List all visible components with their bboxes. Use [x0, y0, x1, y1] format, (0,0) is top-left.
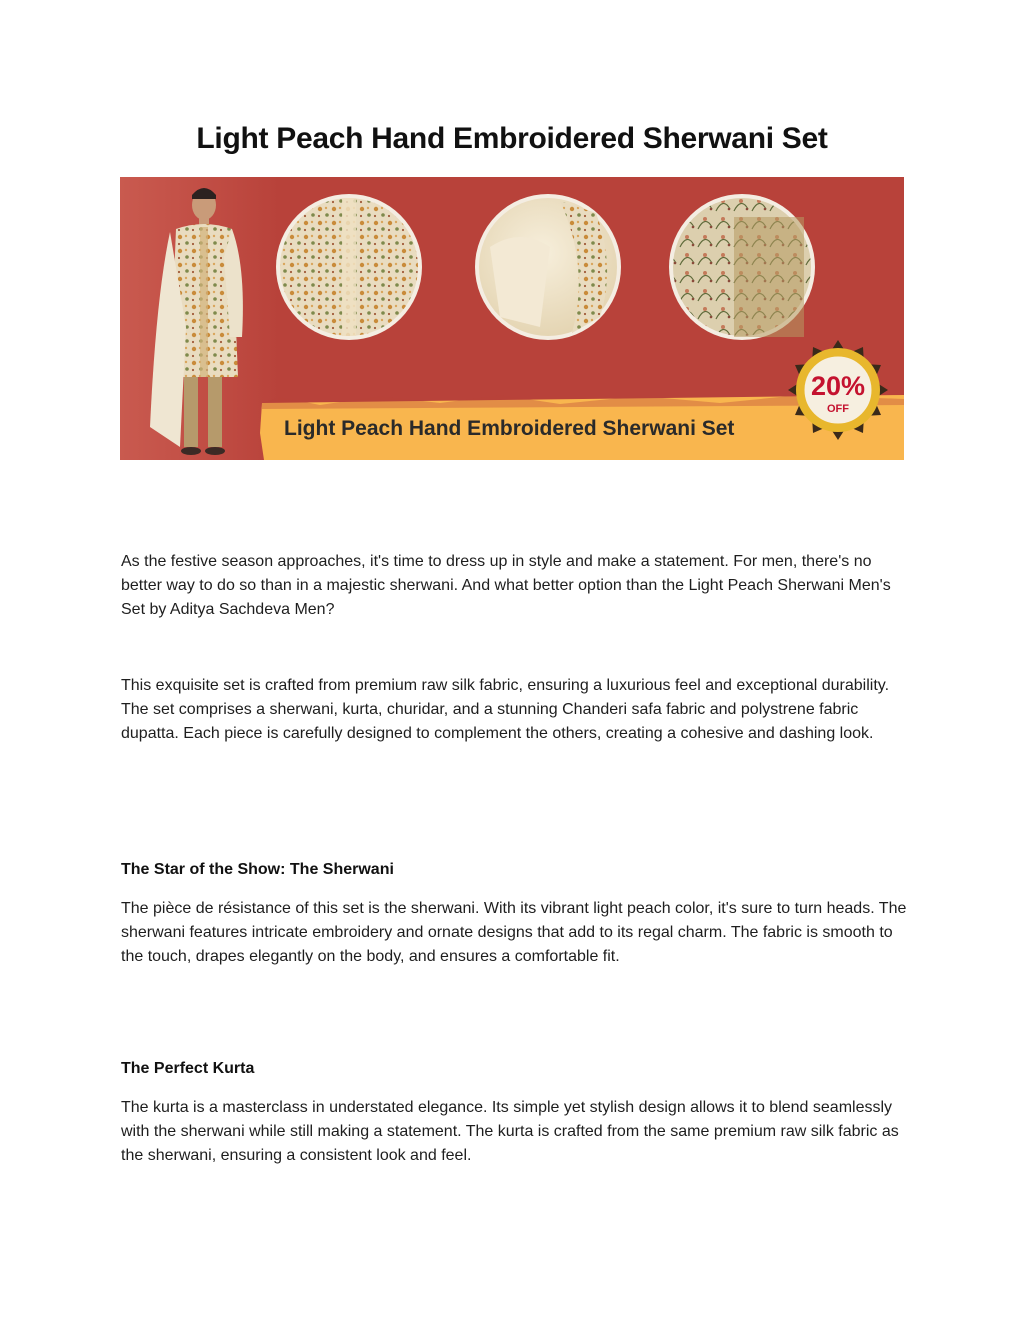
detail-circle-sleeve: [475, 194, 621, 340]
fabric-paragraph: This exquisite set is crafted from premium raw silk fabric, ensuring a luxurious feel and exceptional durability. The set comprises a sherwani, kurta, churidar, and a stunning Chanderi safa fabric and polystrene fabric dupatta. Each piece is carefully designed to complement the others, creating a cohesive and dashing look.: [121, 677, 890, 742]
section-body-sherwani: The pièce de résistance of this set is the sherwani. With its vibrant light peach color, it's sure to turn heads. The sherwani features intricate embroidery and ornate designs that add to its regal charm. The fabric is smooth to the touch, drapes elegantly on the body, and ensures a comfortable fit.: [121, 900, 907, 965]
banner-strip-label: Light Peach Hand Embroidered Sherwani Set: [284, 417, 735, 440]
detail-circle-pattern: [669, 194, 815, 340]
badge-off: OFF: [827, 403, 849, 415]
page-title: Light Peach Hand Embroidered Sherwani Set: [196, 122, 828, 155]
product-banner: [120, 177, 904, 460]
badge-label: [800, 373, 876, 416]
section-heading-kurta: The Perfect Kurta: [121, 1060, 255, 1077]
intro-paragraph: As the festive season approaches, it's time to dress up in style and make a statement. For men, there's no better way to do so than in a majestic sherwani. And what better option than the Light Peach Sherwani Men's Set by Aditya Sachdeva Men?: [121, 553, 891, 618]
model-figure: [150, 188, 243, 455]
section-body-kurta: The kurta is a masterclass in understated elegance. Its simple yet stylish design allows it to blend seamlessly with the sherwani while still making a statement. The kurta is crafted from the same premium raw silk fabric as the sherwani, ensuring a consistent look and feel.: [121, 1099, 899, 1164]
section-heading-sherwani: The Star of the Show: The Sherwani: [121, 861, 394, 878]
detail-circle-embroidery: [276, 194, 422, 340]
badge-percent: 20%: [810, 371, 866, 401]
